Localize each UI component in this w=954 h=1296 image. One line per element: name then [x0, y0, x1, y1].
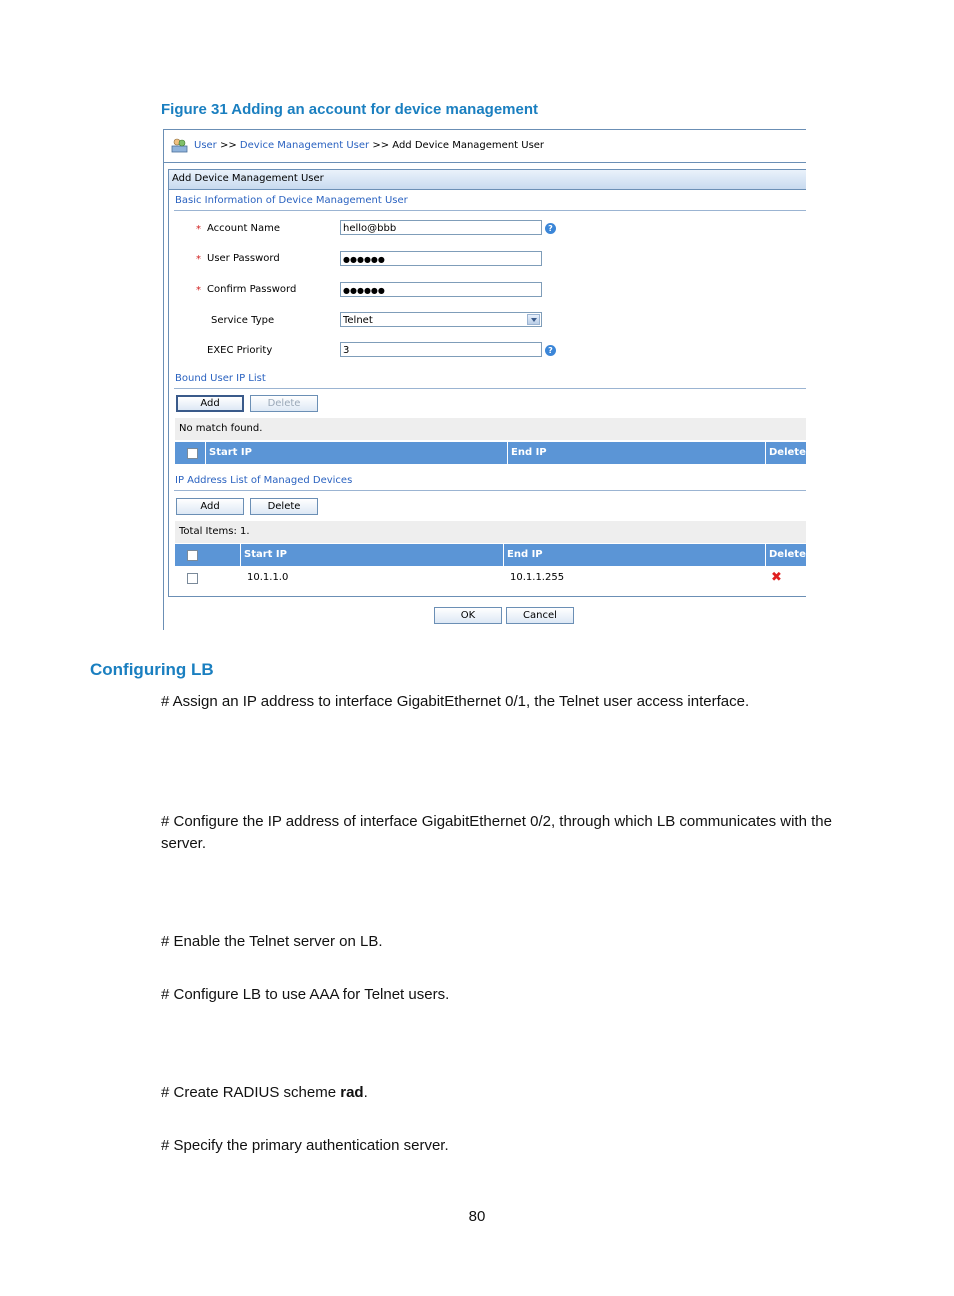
breadcrumb-user-link[interactable]: User: [194, 140, 217, 151]
service-type-select[interactable]: [340, 312, 542, 327]
account-name-label: Account Name: [207, 223, 281, 234]
bound-delete-button[interactable]: Delete: [250, 395, 318, 412]
select-all-checkbox[interactable]: [187, 550, 198, 561]
row-checkbox[interactable]: [187, 573, 198, 584]
screenshot-figure: [163, 129, 806, 630]
managed-devices-section-title: IP Address List of Managed Devices: [175, 475, 353, 486]
paragraph-create-radius: [161, 1082, 861, 1104]
section-divider: [174, 210, 806, 211]
user-password-label: User Password: [207, 253, 280, 264]
select-all-checkbox[interactable]: [187, 448, 198, 459]
managed-add-button[interactable]: Add: [176, 498, 244, 515]
table-row: [175, 567, 806, 589]
bound-add-button[interactable]: Add: [176, 395, 244, 412]
help-icon[interactable]: ?: [545, 345, 556, 356]
paragraph-create-radius-prefix: # Create RADIUS scheme: [161, 1084, 341, 1101]
exec-priority-input[interactable]: 3: [340, 342, 542, 357]
paragraph-create-radius-suffix: .: [363, 1084, 368, 1101]
breadcrumb: [194, 140, 544, 151]
confirm-password-input[interactable]: ●●●●●●: [340, 282, 542, 297]
delete-icon[interactable]: ✖: [771, 570, 782, 585]
users-icon: [171, 137, 188, 153]
bound-status-text: No match found.: [179, 423, 263, 434]
paragraph-primary-server: # Specify the primary authentication server.: [161, 1137, 449, 1154]
confirm-password-label: Confirm Password: [207, 284, 297, 295]
service-type-label: Service Type: [211, 315, 275, 326]
section-divider: [174, 388, 806, 389]
paragraph-configure-aaa: # Configure LB to use AAA for Telnet users.: [161, 986, 450, 1003]
paragraph-assign-ip: # Assign an IP address to interface GigabitEthernet 0/1, the Telnet user access interface.: [161, 693, 750, 710]
basic-info-section-title: Basic Information of Device Management User: [175, 195, 408, 206]
column-header-start-ip: Start IP: [240, 544, 287, 566]
figure-left-border: [163, 129, 164, 630]
chevron-down-icon[interactable]: [527, 314, 540, 325]
column-header-start-ip: Start IP: [205, 442, 252, 464]
section-heading: Configuring LB: [90, 660, 214, 679]
figure-top-border: [163, 129, 806, 130]
breadcrumb-device-management-user-link[interactable]: Device Management User: [239, 140, 370, 151]
bound-ip-section-title: Bound User IP List: [175, 373, 266, 384]
required-marker: *: [196, 254, 201, 265]
service-type-selected: Telnet: [343, 315, 373, 326]
managed-delete-button[interactable]: Delete: [250, 498, 318, 515]
page-number: 80: [468, 1208, 486, 1225]
column-header-end-ip: End IP: [507, 442, 547, 464]
panel-title: Add Device Management User: [172, 173, 324, 184]
breadcrumb-separator: >>: [369, 140, 393, 151]
column-header-delete: Delete: [765, 442, 806, 464]
user-password-input[interactable]: ●●●●●●: [340, 251, 542, 266]
column-header-delete: Delete: [765, 544, 806, 566]
breadcrumb-separator: >>: [216, 140, 240, 151]
bound-table-header: [175, 442, 806, 464]
managed-table-header: [175, 544, 806, 566]
required-marker: *: [196, 224, 201, 235]
radius-scheme-name: rad: [340, 1084, 364, 1101]
exec-priority-label: EXEC Priority: [207, 345, 273, 356]
paragraph-enable-telnet: # Enable the Telnet server on LB.: [161, 933, 383, 950]
bound-status-bar: [175, 418, 806, 440]
add-user-panel: [168, 169, 806, 597]
ok-button[interactable]: OK: [434, 607, 502, 624]
row-end-ip: 10.1.1.255: [510, 572, 565, 583]
paragraph-configure-ip: # Configure the IP address of interface GigabitEthernet 0/2, through which LB communicates with the server.: [161, 813, 832, 852]
managed-status-text: Total Items: 1.: [179, 526, 250, 537]
account-name-input[interactable]: hello@bbb: [340, 220, 542, 235]
breadcrumb-current: Add Device Management User: [392, 140, 545, 151]
breadcrumb-divider: [163, 162, 806, 163]
row-start-ip: 10.1.1.0: [247, 572, 289, 583]
managed-status-bar: [175, 521, 806, 543]
help-icon[interactable]: ?: [545, 223, 556, 234]
figure-caption: Figure 31 Adding an account for device management: [161, 101, 539, 118]
panel-header: [169, 169, 806, 190]
cancel-button[interactable]: Cancel: [506, 607, 574, 624]
section-divider: [174, 490, 806, 491]
required-marker: *: [196, 285, 201, 296]
column-header-end-ip: End IP: [503, 544, 543, 566]
